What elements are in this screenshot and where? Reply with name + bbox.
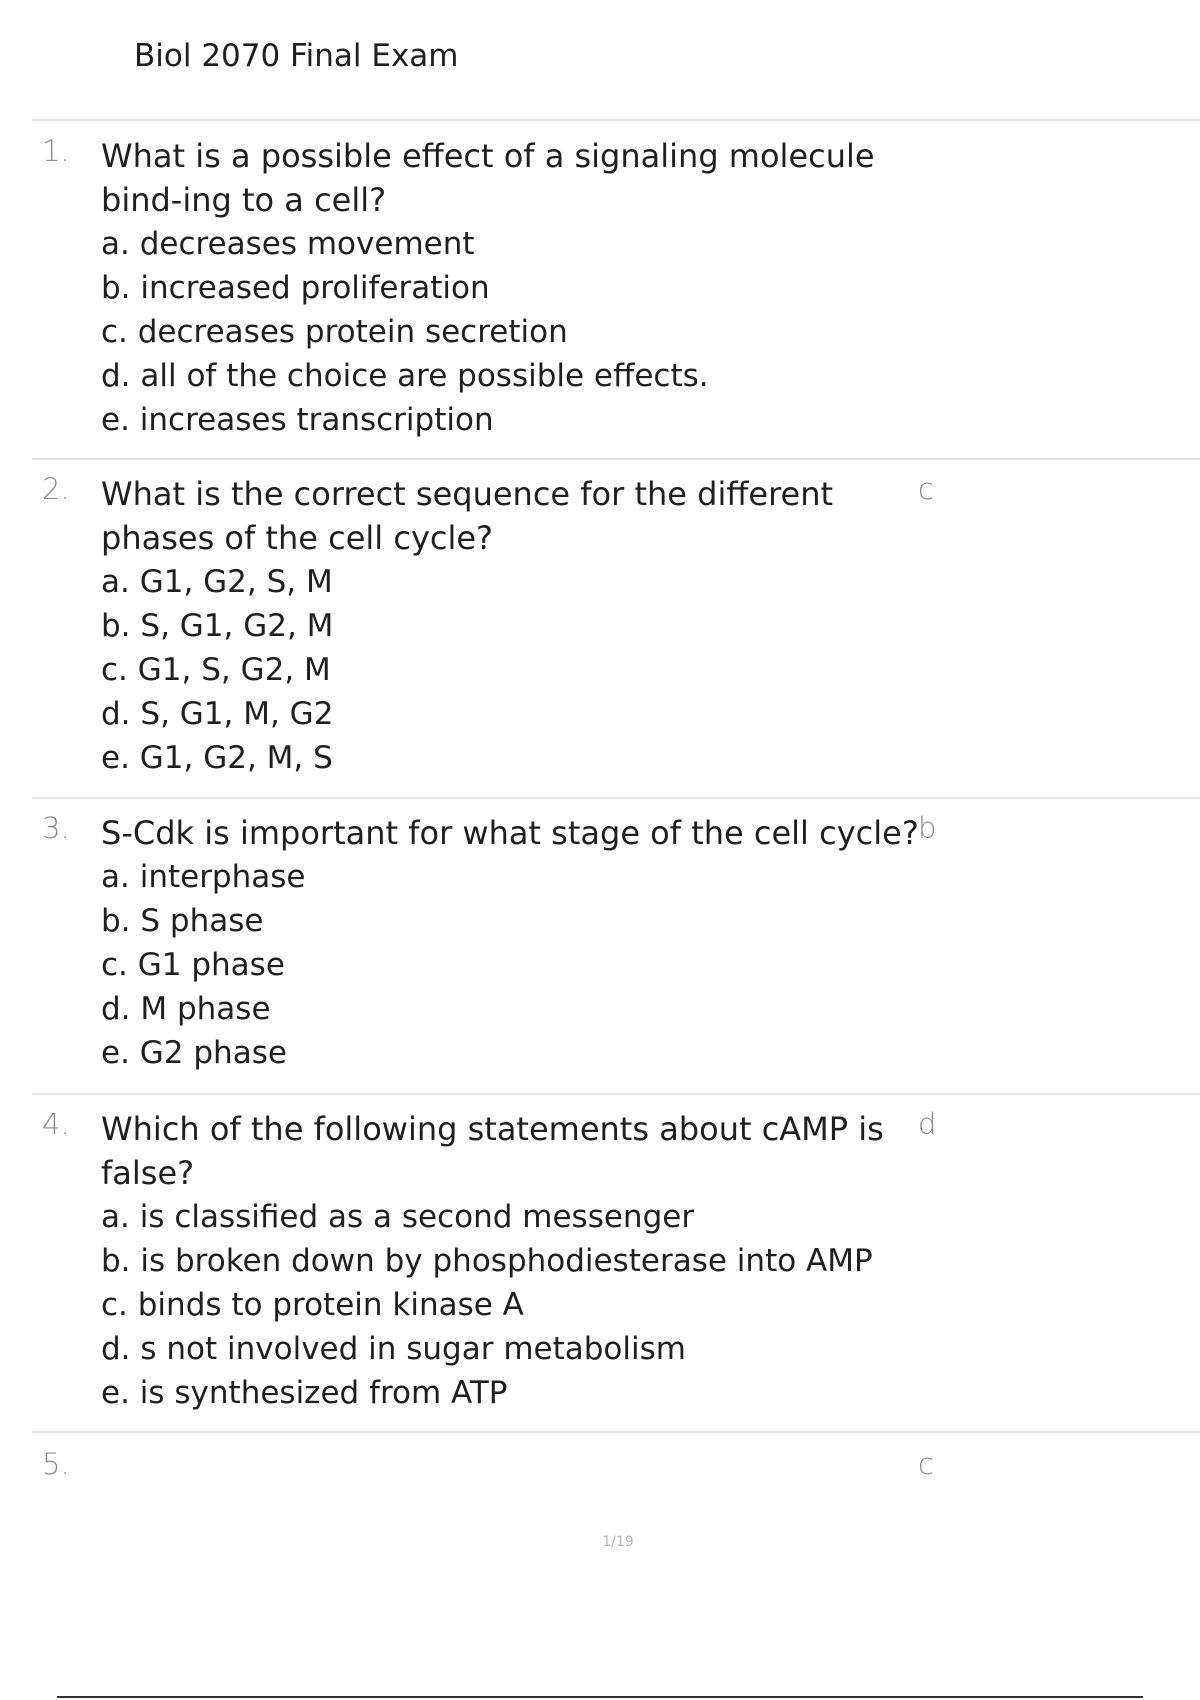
question-body [101, 472, 921, 780]
choice-b: b. is broken down by phosphodiesterase into AMP [101, 1243, 873, 1279]
question-body [101, 134, 921, 442]
question-number: 5. [42, 1447, 70, 1481]
choice-c: c. G1 phase [101, 947, 285, 983]
answer-key: d [918, 1107, 937, 1141]
question-stem: What is a possible effect of a signaling molecule bind-ing to a cell? [101, 137, 875, 219]
question-number: 4. [42, 1107, 70, 1141]
choice-b: b. S phase [101, 903, 264, 939]
choice-a: a. decreases movement [101, 226, 475, 262]
choice-e: e. is synthesized from ATP [101, 1375, 508, 1411]
answer-key: c [918, 472, 934, 506]
divider [32, 1431, 1200, 1433]
question-stem: What is the correct sequence for the different phases of the cell cycle? [101, 475, 834, 557]
divider [32, 797, 1200, 799]
choice-d: d. S, G1, M, G2 [101, 696, 334, 732]
choice-a: a. interphase [101, 859, 306, 895]
divider [32, 119, 1200, 121]
answer-key: c [918, 1447, 934, 1481]
answer-key: b [918, 811, 937, 845]
choice-b: b. increased proliferation [101, 270, 490, 306]
page-title: Biol 2070 Final Exam [134, 38, 459, 74]
page-number: 1/19 [602, 1534, 634, 1550]
choice-a: a. G1, G2, S, M [101, 564, 333, 600]
question-stem: S-Cdk is important for what stage of the cell cycle? [101, 814, 919, 852]
footer-rule [57, 1696, 1143, 1698]
question-number: 3. [42, 811, 70, 845]
question-stem: Which of the following statements about cAMP is false? [101, 1110, 884, 1192]
choice-d: d. M phase [101, 991, 271, 1027]
choice-e: e. G1, G2, M, S [101, 740, 333, 776]
question-body [101, 811, 921, 1075]
question-number: 1. [42, 134, 70, 168]
choice-c: c. G1, S, G2, M [101, 652, 331, 688]
question-number: 2. [42, 472, 70, 506]
choice-c: c. binds to protein kinase A [101, 1287, 524, 1323]
choice-d: d. s not involved in sugar metabolism [101, 1331, 686, 1367]
choice-e: e. G2 phase [101, 1035, 287, 1071]
choice-c: c. decreases protein secretion [101, 314, 568, 350]
choice-e: e. increases transcription [101, 402, 494, 438]
choice-d: d. all of the choice are possible effects. [101, 358, 709, 394]
question-body [101, 1107, 891, 1415]
choice-a: a. is classified as a second messenger [101, 1199, 695, 1235]
divider [32, 458, 1200, 460]
divider [32, 1093, 1200, 1095]
choice-b: b. S, G1, G2, M [101, 608, 334, 644]
